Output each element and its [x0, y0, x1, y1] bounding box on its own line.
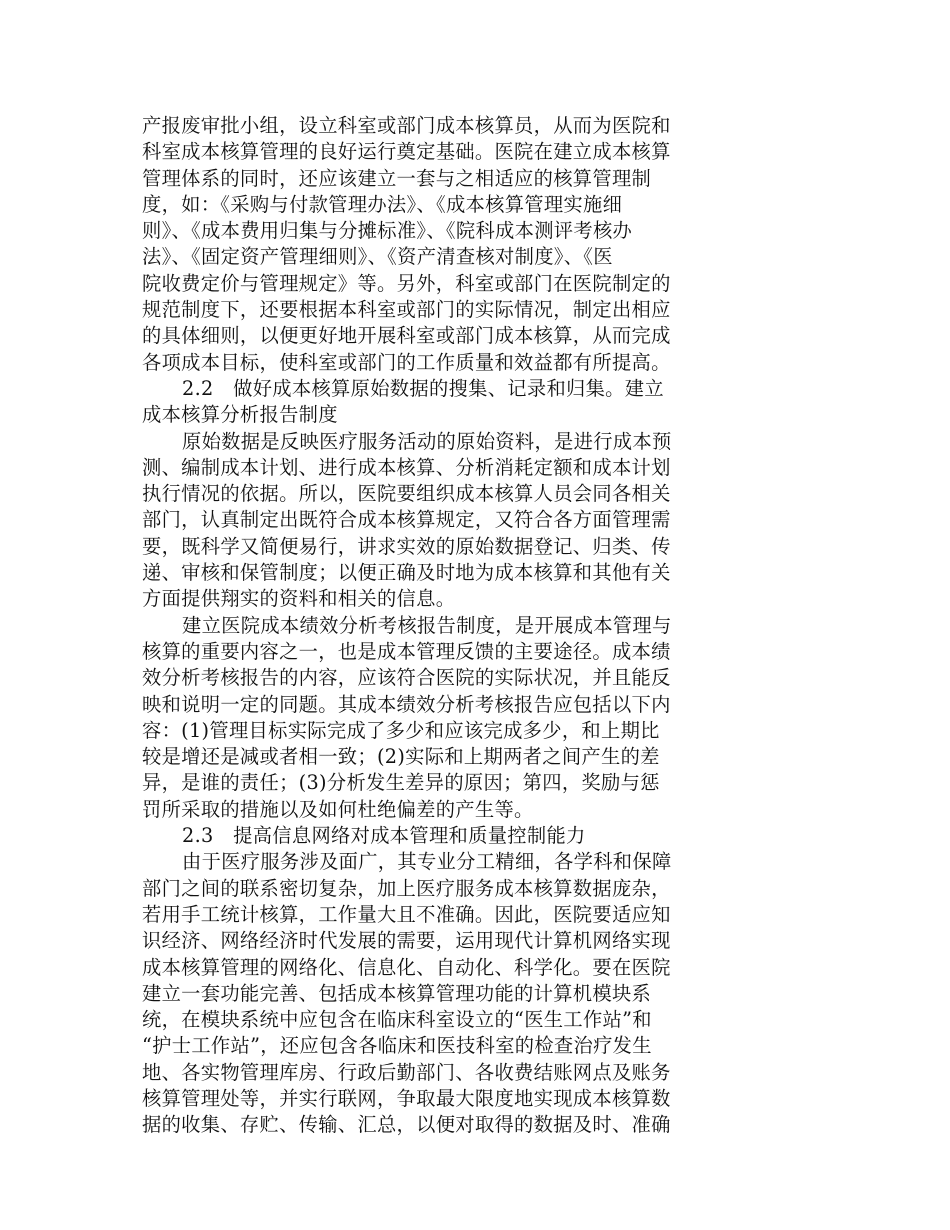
- text-line: 度，如：《采购与付款管理办法》、《成本核算管理实施细: [142, 192, 623, 216]
- text-line: 识经济、网络经济时代发展的需要，运用现代计算机网络实现: [142, 929, 671, 953]
- text-line: “护士工作站”，还应包含各临床和医技科室的检查治疗发生: [142, 1034, 652, 1058]
- text-line: 执行情况的依据。所以，医院要组织成本核算人员会同各相关: [142, 482, 671, 506]
- text-line: 则》、《成本费用归集与分摊标准》、《院科成本测评考核办: [142, 219, 633, 243]
- text-line: 效分析考核报告的内容，应该符合医院的实际状况，并且能反: [142, 666, 671, 690]
- paragraph-first-line: 原始数据是反映医疗服务活动的原始资料，是进行成本预: [182, 429, 672, 453]
- paragraph-first-line: 建立医院成本绩效分析考核报告制度，是开展成本管理与: [182, 613, 672, 637]
- text-line: 部门之间的联系密切复杂，加上医疗服务成本核算数据庞杂，: [142, 876, 671, 900]
- text-line: 核算的重要内容之一，也是成本管理反馈的主要途径。成本绩: [142, 639, 671, 663]
- text-line: 核算管理处等，并实行联网，争取最大限度地实现成本核算数: [142, 1086, 671, 1110]
- text-line: 若用手工统计核算，工作量大且不准确。因此，医院要适应知: [142, 902, 671, 926]
- text-line: 科室成本核算管理的良好运行奠定基础。医院在建立成本核算: [142, 140, 671, 164]
- text-line: 法》、《固定资产管理细则》、《资产清查核对制度》、《医: [142, 245, 613, 269]
- paragraph-first-line: 2.3 提高信息网络对成本管理和质量控制能力: [182, 824, 586, 848]
- text-line: 院收费定价与管理规定》等。另外，科室或部门在医院制定的: [142, 271, 671, 295]
- text-line: 递、审核和保管制度；以便正确及时地为成本核算和其他有关: [142, 561, 671, 585]
- paragraph-first-line: 2.2 做好成本核算原始数据的搜集、记录和归集。建立: [182, 376, 664, 400]
- text-line: 容：(1)管理目标实际完成了多少和应该完成多少，和上期比: [142, 718, 660, 742]
- text-line: 异，是谁的责任；(3)分析发生差异的原因；第四，奖励与惩: [142, 771, 660, 795]
- text-line: 成本核算管理的网络化、信息化、自动化、科学化。要在医院: [142, 955, 671, 979]
- text-line: 部门，认真制定出既符合成本核算规定，又符合各方面管理需: [142, 508, 671, 532]
- text-line: 方面提供翔实的资料和相关的信息。: [142, 587, 456, 611]
- text-line: 建立一套功能完善、包括成本核算管理功能的计算机模块系: [142, 981, 652, 1005]
- text-line: 管理体系的同时，还应该建立一套与之相适应的核算管理制: [142, 166, 652, 190]
- document-page: [142, 113, 732, 1139]
- text-line: 要，既科学又简便易行，讲求实效的原始数据登记、归类、传: [142, 534, 671, 558]
- paragraph-first-line: 由于医疗服务涉及面广，其专业分工精细，各学科和保障: [182, 850, 672, 874]
- text-line: 地、各实物管理库房、行政后勤部门、各收费结账网点及账务: [142, 1060, 671, 1084]
- text-line: 产报废审批小组，设立科室或部门成本核算员，从而为医院和: [142, 114, 671, 137]
- text-line: 测、编制成本计划、进行成本核算、分析消耗定额和成本计划: [142, 455, 671, 479]
- text-line: 成本核算分析报告制度: [142, 403, 338, 427]
- text-line: 统，在模块系统中应包含在临床科室设立的“医生工作站”和: [142, 1008, 652, 1032]
- text-line: 较是增还是减或者相一致；(2)实际和上期两者之间产生的差: [142, 745, 660, 769]
- text-line: 规范制度下，还要根据本科室或部门的实际情况，制定出相应: [142, 298, 671, 322]
- text-line: 映和说明一定的同题。其成本绩效分析考核报告应包括以下内: [142, 692, 671, 716]
- text-line: 各项成本目标，使科室或部门的工作质量和效益都有所提高。: [142, 350, 671, 374]
- text-line: 据的收集、存贮、传输、汇总，以便对取得的数据及时、准确: [142, 1113, 671, 1137]
- text-line: 的具体细则，以便更好地开展科室或部门成本核算，从而完成: [142, 324, 671, 348]
- text-line: 罚所采取的措施以及如何杜绝偏差的产生等。: [142, 797, 534, 821]
